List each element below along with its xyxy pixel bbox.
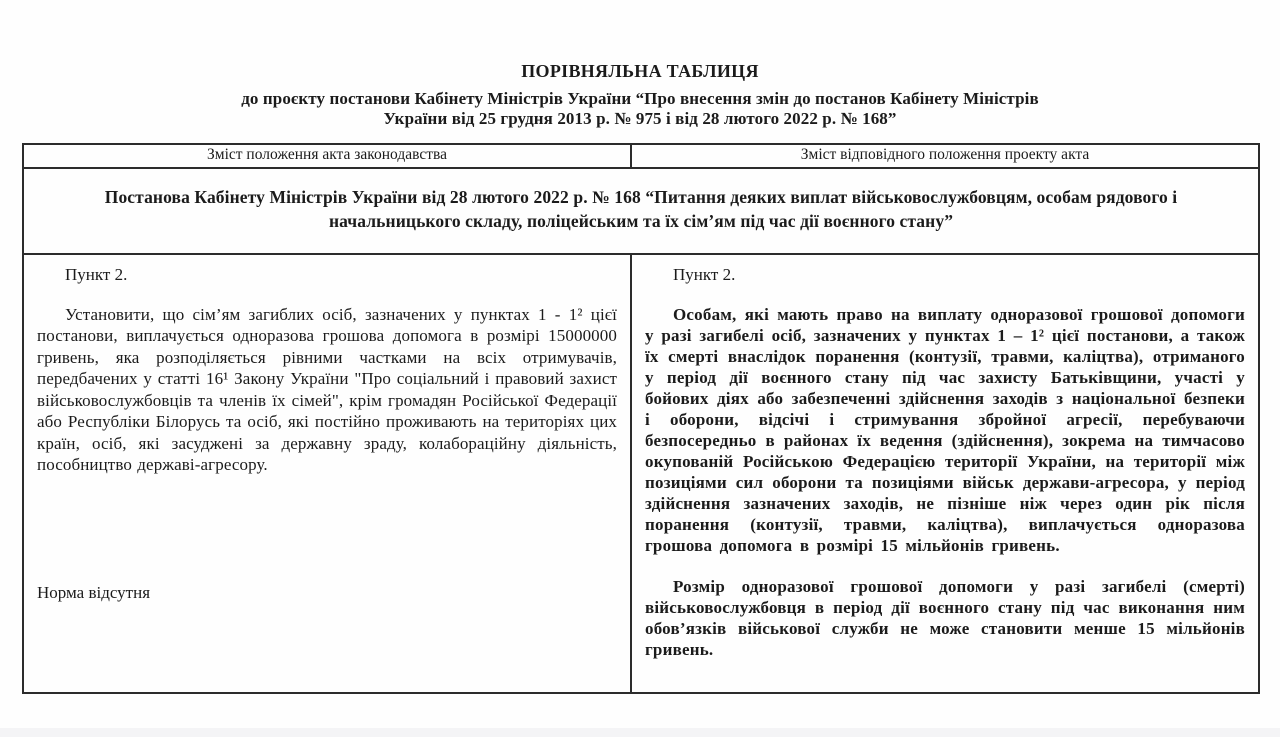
section-title-row <box>23 168 1259 254</box>
column-header-draft-act: Зміст відповідного положення проекту акта <box>631 144 1259 168</box>
right-paragraph-2: Розмір одноразової грошової допомоги у разі загибелі (смерті) військовослужбовця в період дії воєнного стану під час виконання ним обов’язків військової служби не може становити менше 15 мільйонів гривень. <box>645 576 1245 659</box>
document-subtitle-line-2: України від 25 грудня 2013 р. № 975 і від 28 лютого 2022 р. № 168” <box>383 108 897 128</box>
left-norm-absent-label: Норма відсутня <box>37 582 151 602</box>
left-paragraph: Установити, що сім’ям загиблих осіб, зазначених у пунктах 1 - 1² цієї постанови, виплачується одноразова грошова допомога в розмірі 15000000 гривень, яка розподіляється рівними частками на всіх отримувачів, передбачених у статті 16¹ Закону України "Про соціальний і правовий захист військовослужбовців та членів їх сімей", крім громадян Російської Федерації або Республіки Білорусь та осіб, які постійно проживають на територіях цих країн, осіб, які засуджені за державну зраду, колабораційну діяльність, пособництво державі-агресору. <box>37 304 617 474</box>
table-body-row <box>23 254 1259 693</box>
left-point-label: Пункт 2. <box>65 265 128 284</box>
comparison-table <box>22 143 1260 694</box>
cell-current-provision <box>23 254 631 693</box>
right-paragraph-1: Особам, які мають право на виплату одноразової грошової допомоги у разі загибелі осіб, зазначених у пунктах 1 – 1² цієї постанови, а також їх смерті внаслідок поранення (контузії, травми, каліцтва), отриманого у період дії воєнного стану під час захисту Батьківщини, участі у бойових діях або забезпеченні здійснення заходів з національної безпеки і оборони, відсічі і стримування збройної агресії, перебуваючи безпосередньо в районах їх ведення (здійснення), зокрема на тимчасово окупованій Російською Федерацією території України, на території між позиціями сил оборони та позиціями військ держави-агресора, у період здійснення зазначених заходів, не пізніше ніж через один рік після поранення (контузії, травми, каліцтва), виплачується одноразова грошова допомога в розмірі 15 мільйонів гривень. <box>645 304 1245 555</box>
document-header <box>0 61 1280 128</box>
document-title: ПОРІВНЯЛЬНА ТАБЛИЦЯ <box>521 61 759 81</box>
table-header-row <box>23 144 1259 168</box>
document-subtitle <box>0 89 1280 128</box>
section-title: Постанова Кабінету Міністрів України від 28 лютого 2022 р. № 168 “Питання деяких виплат військовослужбовцям, особам рядового і начальницького складу, поліцейським та їх сім’ям під час дії воєнного стану” <box>23 168 1259 254</box>
cell-draft-provision <box>631 254 1259 693</box>
scan-edge-strip <box>0 728 1280 737</box>
right-point-label: Пункт 2. <box>673 265 736 284</box>
document-subtitle-line-1: до проєкту постанови Кабінету Міністрів України “Про внесення змін до постанов Кабінету Міністрів <box>241 89 1039 108</box>
column-header-current-act: Зміст положення акта законодавства <box>23 144 631 168</box>
